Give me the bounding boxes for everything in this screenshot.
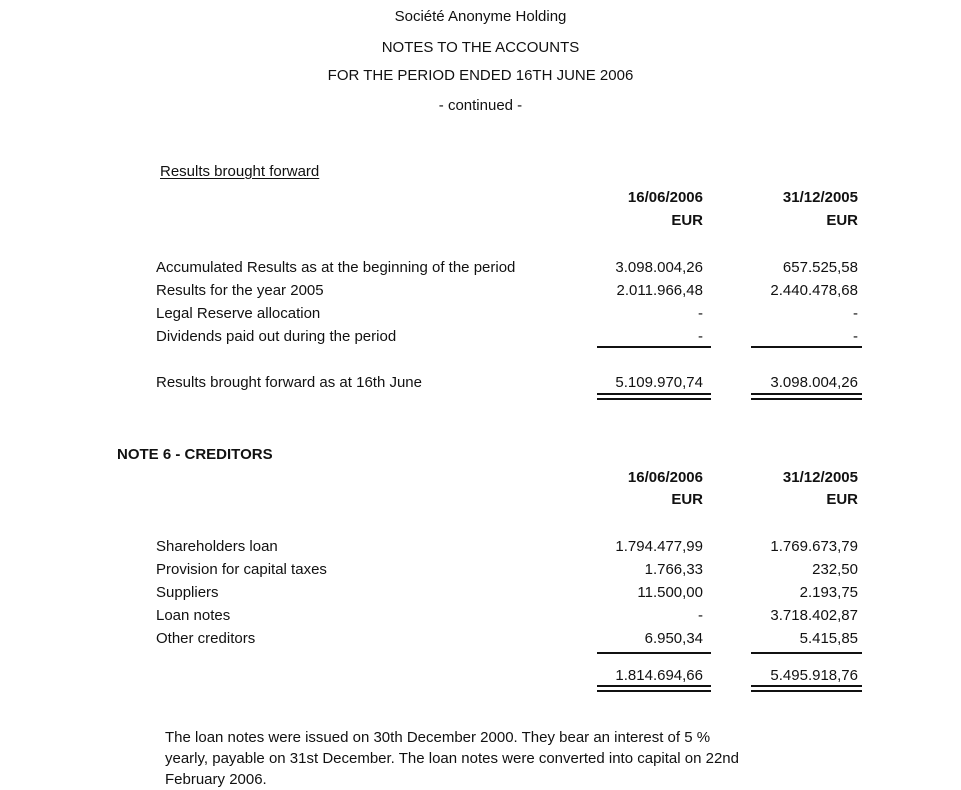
subtotal-rule	[597, 652, 711, 654]
row-value-2: 2.193,75	[799, 584, 858, 601]
row-label: Shareholders loan	[156, 538, 278, 555]
column-date-1: 16/06/2006	[627, 189, 703, 206]
row-value-1: -	[698, 607, 703, 624]
document-period: FOR THE PERIOD ENDED 16TH JUNE 2006	[327, 67, 634, 84]
subtotal-rule	[751, 652, 862, 654]
total-value-1: 5.109.970,74	[615, 374, 703, 391]
subtotal-rule	[751, 346, 862, 348]
row-value-1: -	[698, 328, 703, 345]
row-value-2: -	[853, 305, 858, 322]
row-label: Results for the year 2005	[156, 282, 324, 299]
row-value-1: 6.950,34	[644, 630, 703, 647]
column-date-2: 31/12/2005	[782, 469, 858, 486]
row-value-1: 1.794.477,99	[615, 538, 703, 555]
total-value-1: 1.814.694,66	[615, 667, 703, 684]
row-value-2: 1.769.673,79	[770, 538, 858, 555]
continued-label: - continued -	[438, 97, 523, 114]
loan-notes-footnote: The loan notes were issued on 30th December 2000. They bear an interest of 5 % yearly, payable on 31st December. The loan notes were converted into capital on 22nd February 2006.	[165, 729, 739, 788]
total-double-rule	[751, 685, 862, 692]
row-value-2: 232,50	[812, 561, 858, 578]
total-label: Results brought forward as at 16th June	[156, 374, 422, 391]
row-label: Suppliers	[156, 584, 219, 601]
column-currency-2: EUR	[826, 491, 858, 508]
column-currency-2: EUR	[826, 212, 858, 229]
column-currency-1: EUR	[671, 212, 703, 229]
total-value-2: 5.495.918,76	[770, 667, 858, 684]
row-label: Accumulated Results as at the beginning of the period	[156, 259, 516, 276]
row-label: Loan notes	[156, 607, 231, 624]
row-value-2: -	[853, 328, 858, 345]
section-heading: Results brought forward	[160, 163, 320, 180]
column-date-2: 31/12/2005	[782, 189, 858, 206]
total-double-rule	[751, 393, 862, 400]
row-value-2: 3.718.402,87	[770, 607, 858, 624]
column-currency-1: EUR	[671, 491, 703, 508]
row-value-1: -	[698, 305, 703, 322]
row-value-1: 11.500,00	[637, 584, 703, 601]
row-label: Dividends paid out during the period	[156, 328, 397, 345]
row-label: Legal Reserve allocation	[156, 305, 321, 322]
row-value-2: 5.415,85	[799, 630, 858, 647]
subtotal-rule	[597, 346, 711, 348]
row-label: Provision for capital taxes	[156, 561, 327, 578]
total-double-rule	[597, 685, 711, 692]
row-value-2: 2.440.478,68	[770, 282, 858, 299]
total-double-rule	[597, 393, 711, 400]
row-value-1: 1.766,33	[644, 561, 703, 578]
company-name: Société Anonyme Holding	[394, 8, 567, 25]
section-heading: NOTE 6 - CREDITORS	[117, 446, 273, 463]
row-value-2: 657.525,58	[782, 259, 858, 276]
row-value-1: 3.098.004,26	[615, 259, 703, 276]
column-date-1: 16/06/2006	[627, 469, 703, 486]
row-label: Other creditors	[156, 630, 256, 647]
document-title: NOTES TO THE ACCOUNTS	[381, 39, 580, 56]
total-value-2: 3.098.004,26	[770, 374, 858, 391]
row-value-1: 2.011.966,48	[616, 282, 703, 299]
